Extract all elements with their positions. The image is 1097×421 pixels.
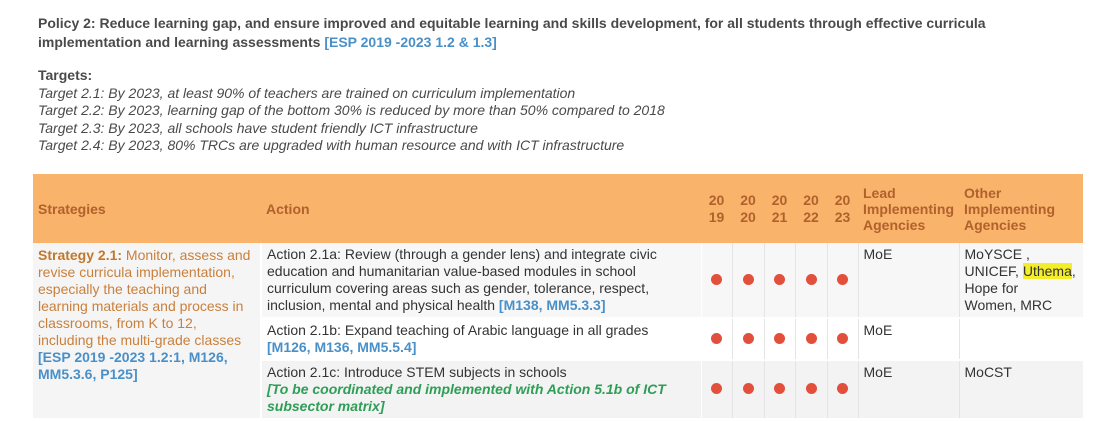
timeline-dot (837, 333, 848, 344)
other-agency-cell: MoCST (959, 360, 1083, 419)
timeline-dot (806, 274, 817, 285)
timeline-dot (774, 333, 785, 344)
timeline-dot (806, 383, 817, 394)
strategy-cell (33, 243, 261, 419)
action-cell (261, 243, 701, 318)
action-text: Action 2.1a: Review (through a gender lens) and integrate civic education and humanitarian value-based modules in school curriculum covering areas such as gender, tolerance, respect, inclusion, mental and physical health (267, 246, 657, 313)
header-year-2021: 20 21 (771, 191, 788, 225)
timeline-dot (806, 333, 817, 344)
target-item: Target 2.1: By 2023, at least 90% of teachers are trained on curriculum implementation (38, 84, 576, 101)
action-text: Action 2.1b: Expand teaching of Arabic language in all grades (267, 322, 649, 338)
year-cell (732, 360, 764, 419)
year-cell (732, 318, 764, 360)
strategy-text: Monitor, assess and revise curricula implementation, especially the teaching and learning materials and process in classrooms, from K to 12, including the multi-grade classes (38, 247, 251, 348)
timeline-dot (774, 274, 785, 285)
action-reference: [M126, M136, MM5.5.4] (267, 339, 417, 355)
targets-heading: Targets: (38, 67, 93, 83)
highlighted-agency: Uthema (1022, 263, 1072, 279)
year-cell (764, 318, 795, 360)
policy-text: Policy 2: Reduce learning gap, and ensure improved and equitable learning and skills development, for all students through effective curricula implementation and learning assessments (38, 15, 986, 50)
year-cell (827, 318, 858, 360)
other-agency-text-end: , Hope for Women, MRC (964, 263, 1076, 313)
target-item: Target 2.2: By 2023, learning gap of the bottom 30% is reduced by more than 50% compared to 2018 (38, 102, 665, 118)
action-text: Action 2.1c: Introduce STEM subjects in schools (267, 364, 567, 380)
action-note: [To be coordinated and implemented with Action 5.1b of ICT subsector matrix] (267, 381, 666, 414)
strategy-name: Strategy 2.1: (38, 247, 123, 263)
header-action: Action (266, 200, 310, 217)
year-cell (827, 243, 858, 318)
table-row (33, 243, 1083, 318)
year-cell (795, 360, 827, 419)
targets-block (38, 67, 1068, 155)
timeline-dot (743, 274, 754, 285)
strategy-table (33, 174, 1083, 420)
year-cell (732, 243, 764, 318)
policy-reference: [ESP 2019 -2023 1.2 & 1.3] (324, 34, 497, 50)
timeline-dot (743, 383, 754, 394)
strategy-reference: [ESP 2019 -2023 1.2:1, M126, MM5.3.6, P125] (38, 349, 228, 382)
timeline-dot (837, 274, 848, 285)
timeline-dot (711, 333, 722, 344)
year-cell (827, 360, 858, 419)
year-cell (764, 360, 795, 419)
table-header-row (33, 174, 1083, 243)
timeline-dot (743, 333, 754, 344)
action-cell (261, 360, 701, 419)
header-year-2019: 20 19 (708, 191, 725, 225)
year-cell (701, 318, 732, 360)
header-year-2022: 20 22 (803, 191, 819, 225)
timeline-dot (711, 383, 722, 394)
other-agency-cell (959, 318, 1083, 360)
lead-agency-cell: MoE (858, 360, 959, 419)
action-reference: [M138, MM5.3.3] (498, 297, 606, 313)
policy-heading (38, 14, 1068, 52)
lead-agency-cell: MoE (858, 243, 959, 318)
target-item: Target 2.3: By 2023, all schools have student friendly ICT infrastructure (38, 119, 478, 136)
header-strategies: Strategies (38, 200, 106, 217)
timeline-dot (774, 383, 785, 394)
target-item: Target 2.4: By 2023, 80% TRCs are upgraded with human resource and with ICT infrastructure (38, 137, 625, 153)
header-lead-agencies: Lead Implementing Agencies (863, 184, 955, 233)
year-cell (795, 243, 827, 318)
lead-agency-cell: MoE (858, 318, 959, 360)
header-year-2023: 20 23 (834, 191, 851, 225)
other-agency-cell (959, 243, 1083, 318)
timeline-dot (711, 274, 722, 285)
action-cell (261, 318, 701, 360)
header-other-agencies: Other Implementing Agencies (964, 184, 1056, 233)
header-year-2020: 20 20 (740, 191, 756, 225)
year-cell (764, 243, 795, 318)
year-cell (701, 360, 732, 419)
year-cell (795, 318, 827, 360)
timeline-dot (837, 383, 848, 394)
other-agency-text: MoYSCE , UNICEF, (964, 246, 1030, 279)
year-cell (701, 243, 732, 318)
